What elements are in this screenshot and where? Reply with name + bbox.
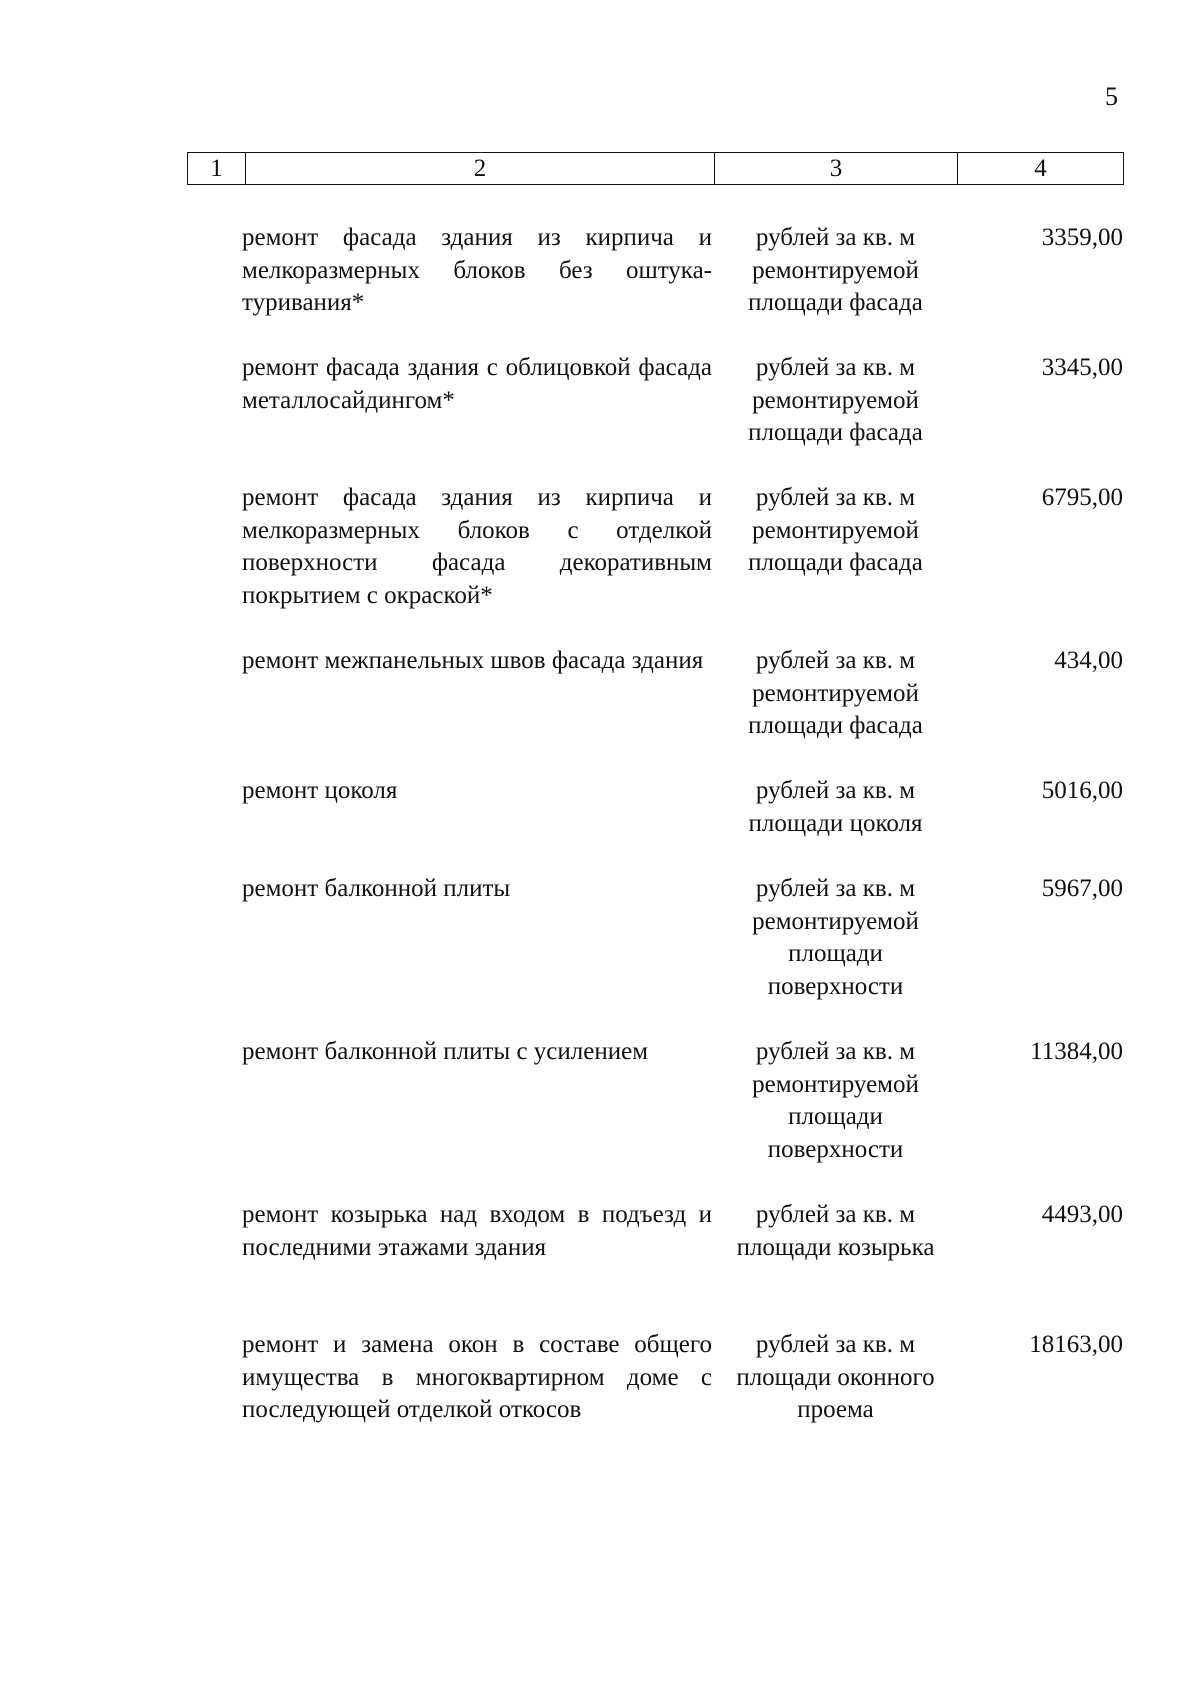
row-description: ремонт козырька над входом в подъезд и последними этажами здания <box>242 1201 712 1261</box>
row-unit: рублей за кв. м ремонтируемой площади поверхности <box>752 875 919 1000</box>
row-price: 18163,00 <box>1029 1331 1123 1358</box>
row-price: 434,00 <box>1054 647 1123 674</box>
row-description: ремонт фасада здания из кирпича и мелкоразмерных блоков с отделкой поверхности фасада декоративным покрытием с окраской* <box>242 484 712 609</box>
row-unit: рублей за кв. м ремонтируемой площади фасада <box>748 354 923 446</box>
row-description: ремонт цоколя <box>242 777 398 804</box>
row-unit: рублей за кв. м площади цоколя <box>748 777 923 837</box>
row-unit: рублей за кв. м ремонтируемой площади поверхности <box>752 1038 919 1163</box>
row-description: ремонт фасада здания из кирпича и мелкоразмерных блоков без оштука- туривания* <box>242 224 712 316</box>
row-price: 6795,00 <box>1041 484 1123 511</box>
row-price: 4493,00 <box>1041 1201 1123 1228</box>
row-description: ремонт межпанельных швов фасада здания <box>242 647 704 674</box>
row-price: 3359,00 <box>1041 224 1123 251</box>
row-description: ремонт фасада здания с облицовкой фасада металлосайдингом* <box>242 354 712 414</box>
header-col-3: 3 <box>715 153 958 184</box>
row-unit: рублей за кв. м площади оконного проема <box>736 1331 935 1423</box>
row-description: ремонт и замена окон в составе общего имущества в многоквартирном доме с последующей отделкой откосов <box>242 1331 712 1423</box>
row-unit: рублей за кв. м ремонтируемой площади фасада <box>748 647 923 739</box>
row-price: 5967,00 <box>1041 875 1123 902</box>
column-number-header <box>187 152 1124 185</box>
row-unit: рублей за кв. м ремонтируемой площади фасада <box>748 484 923 576</box>
row-price: 11384,00 <box>1030 1038 1123 1065</box>
row-price: 5016,00 <box>1041 777 1123 804</box>
row-description: ремонт балконной плиты с усилением <box>242 1038 649 1065</box>
header-col-1: 1 <box>188 153 246 184</box>
header-col-4: 4 <box>1034 154 1047 182</box>
page-number: 5 <box>1105 82 1118 111</box>
header-col-2: 2 <box>246 153 715 184</box>
row-description: ремонт балконной плиты <box>242 875 511 902</box>
row-price: 3345,00 <box>1041 354 1123 381</box>
row-unit: рублей за кв. м площади козырька <box>736 1201 935 1261</box>
row-unit: рублей за кв. м ремонтируемой площади фасада <box>748 224 923 316</box>
